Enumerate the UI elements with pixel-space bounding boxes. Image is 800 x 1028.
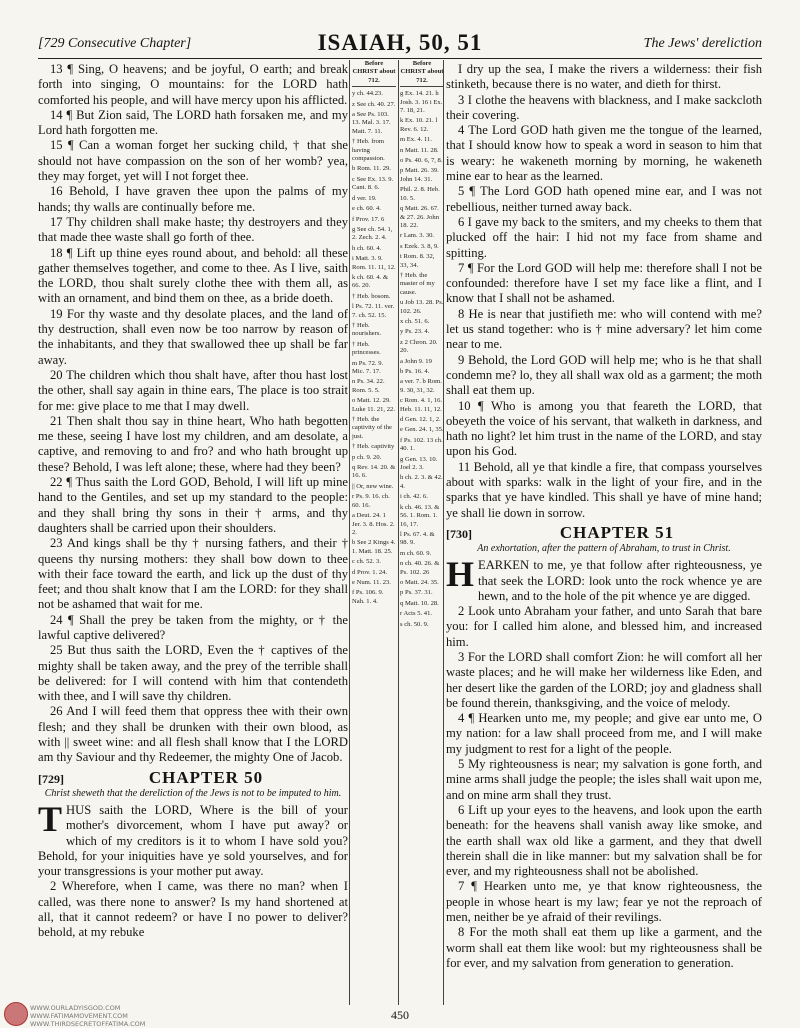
verse: 9 Behold, the Lord GOD will help me; who is he that shall condemn me? lo, they all shall wax old as a garment; the moth shall eat them up. bbox=[446, 352, 762, 398]
chapter-heading bbox=[446, 522, 762, 542]
reference-note: q Rev. 14. 20. & 16. 6. bbox=[352, 464, 396, 480]
reference-note: h ch. 60. 4. bbox=[352, 244, 382, 252]
verse: 23 And kings shall be thy † nursing fathers, and their † queens thy nursing mothers: they shall bow down to thee with their face toward the earth, and lick up the dust of thy feet; and thou shalt know that I am the LORD: for they shall not be ashamed that wait for me. bbox=[38, 536, 348, 612]
reference-note: m ch. 60. 9. bbox=[400, 549, 432, 557]
verse bbox=[38, 798, 348, 879]
reference-note: k Ex. 10. 21. l Rev. 6. 12. bbox=[400, 117, 438, 133]
book-title: ISAIAH, 50, 51 bbox=[317, 30, 483, 55]
reference-note: i ch. 42. 6. bbox=[400, 493, 428, 501]
reference-note: e Gen. 24. 1, 35. bbox=[400, 426, 444, 434]
verse: 24 ¶ Shall the prey be taken from the mighty, or † the lawful captive delivered? bbox=[38, 612, 348, 642]
verse: 4 The Lord GOD hath given me the tongue of the learned, that I should know how to speak a word in season to him that is weary: he wakeneth morning by morning, he wakeneth mine ear to hear as the learned. bbox=[446, 123, 762, 184]
reference-note: q Matt. 26. 67. & 27. 26. John 18. 22. bbox=[400, 205, 440, 229]
verse: 11 Behold, all ye that kindle a fire, that compass yourselves about with sparks: walk in the light of your fire, and in the sparks that ye have kindled. This shall ye have of mine hand; ye shall lie down in sorrow. bbox=[446, 459, 762, 520]
watermark-url: WWW.FATIMAMOVEMENT.COM bbox=[30, 1012, 128, 1020]
reference-note: n Matt. 11. 28. bbox=[400, 146, 439, 154]
marginal-references-2 bbox=[400, 60, 444, 631]
reference-note: z 2 Chron. 20. 20. bbox=[400, 338, 438, 355]
verse: 3 For the LORD shall comfort Zion: he will comfort all her waste places; and he will make her wilderness like Eden, and her desert like the garden of the LORD; joy and gladness shall be found therein, thanksgiving, and the voice of melody. bbox=[446, 649, 762, 710]
right-text-column bbox=[446, 62, 762, 971]
verse: 25 But thus saith the LORD, Even the † captives of the mighty shall be taken away, and the prey of the terrible shall be delivered: for I will contend with him that contendeth with thee, and I will save thy children. bbox=[38, 643, 348, 704]
watermark-url: WWW.THIRDSECRETOFFATIMA.COM bbox=[30, 1020, 146, 1028]
reference-note: c Rom. 4. 1, 16. Heb. 11. 11, 12. bbox=[400, 397, 443, 413]
column-divider bbox=[443, 60, 444, 1005]
reference-note: a See Ps. 103. 13. Mal. 3. 17. Matt. 7. 11. bbox=[352, 111, 391, 135]
reference-note: † Heb. from having compassion. bbox=[352, 138, 385, 163]
section-heading: The Jews' dereliction bbox=[643, 36, 762, 51]
reference-note: o Matt. 24. 35. bbox=[400, 578, 439, 586]
reference-note: g Ex. 14. 21. h Josh. 3. 16 i Ex. 7. 18, 21. bbox=[400, 90, 443, 115]
drop-capital: H bbox=[446, 554, 475, 595]
verse: 3 I clothe the heavens with blackness, and I make sackcloth their covering. bbox=[446, 92, 762, 122]
reference-note: d Gen. 12. 1, 2. bbox=[400, 416, 441, 424]
reference-note: l Ps. 72. 11. ver. 7. ch. 52. 15. bbox=[352, 303, 395, 319]
reference-note: f Ps. 102. 13 ch. 40. 1. bbox=[400, 436, 443, 453]
column-divider bbox=[349, 60, 350, 1005]
reference-note: r Acts 5. 41. bbox=[400, 610, 433, 618]
reference-note: a John 9. 19 bbox=[400, 357, 432, 365]
reference-note: b See 2 Kings 4. 1. Matt. 18. 25. bbox=[352, 539, 396, 555]
verse: 17 Thy children shall make haste; thy destroyers and they that made thee waste shall go forth of thee. bbox=[38, 214, 348, 245]
reference-note: m Ps. 72. 9. Mic. 7. 17. bbox=[352, 359, 384, 375]
margin-heading: Before CHRIST about 712. bbox=[352, 60, 396, 87]
chapter-number-label: [730] bbox=[446, 526, 472, 541]
reference-note: z See ch. 40. 27. bbox=[352, 100, 396, 108]
verse: 8 He is near that justifieth me: who will contend with me? let us stand together: who is † mine adversary? let him come near to me. bbox=[446, 306, 762, 352]
reference-note: o Matt. 12. 29. Luke 11. 21, 22. bbox=[352, 397, 395, 413]
reference-note: c See Ex. 13. 9. Cant. 8. 6. bbox=[352, 175, 394, 192]
reference-note: || Or, new wine. bbox=[352, 482, 394, 490]
verse: I dry up the sea, I make the rivers a wilderness: their fish stinketh, because there is no water, and dieth for thirst. bbox=[446, 62, 762, 92]
chapter-summary: Christ sheweth that the dereliction of the Jews is not to be imputed to him. bbox=[44, 787, 342, 799]
verse: 10 ¶ Who is among you that feareth the LORD, that obeyeth the voice of his servant, that walketh in darkness, and hath no light? let him trust in the name of the LORD, and stay upon his God. bbox=[446, 398, 762, 459]
reference-note: p Matt. 26. 39. John 14. 31. bbox=[400, 167, 439, 183]
verse: 8 For the moth shall eat them up like a garment, and the worm shall eat them like wool: but my righteousness shall be for ever, and my salvation from generation to generation. bbox=[446, 925, 762, 970]
drop-capital: T bbox=[38, 798, 63, 839]
verse: 13 ¶ Sing, O heavens; and be joyful, O earth; and break forth into singing, O mountains: for the LORD hath comforted his people, and will have mercy upon his afflicted. bbox=[38, 62, 348, 107]
reference-note: f Ps. 106. 9. Nah. 1. 4. bbox=[352, 589, 384, 605]
verse: 7 ¶ For the Lord GOD will help me: therefore shall I not be confounded: therefore have I set my face like a flint, and I know that I shall not be ashamed. bbox=[446, 260, 762, 306]
verse: 5 My righteousness is near; my salvation is gone forth, and mine arms shall judge the people; the isles shall wait upon me, and on mine arm shall they trust. bbox=[446, 757, 762, 802]
reference-note: n Ps. 34. 22. Rom. 5. 5. bbox=[352, 378, 385, 394]
reference-note: d ver. 19. bbox=[352, 194, 377, 202]
reference-note: a ver. 7. b Rom. 9. 30, 31, 32. bbox=[400, 378, 442, 394]
verse: 2 Wherefore, when I came, was there no man? when I called, was there none to answer? Is my hand shortened at all, that it cannot redeem? or have I no power to deliver? behold, at my rebuke bbox=[38, 879, 348, 940]
reference-note: x ch. 51. 6. bbox=[400, 317, 430, 325]
reference-note: c ch. 52. 3. bbox=[352, 558, 381, 566]
reference-note: y ch. 44.23. bbox=[352, 90, 383, 98]
reference-note: a Deut. 24. 1 Jer. 3. 8. Hos. 2. 2. bbox=[352, 512, 395, 536]
reference-note: k ch. 46. 13. & 56. 1. Rom. 1. 16, 17. bbox=[400, 503, 440, 528]
verse: 18 ¶ Lift up thine eyes round about, and behold: all these gather themselves together, and come to thee. As I live, saith the LORD, thou shalt surely clothe thee with them all, as with an ornament, and bind them on thee, as a bride doeth. bbox=[38, 245, 348, 306]
reference-note: † Heb. the captivity of the just. bbox=[352, 416, 392, 440]
chapter-heading bbox=[38, 767, 348, 787]
reference-note: † Heb. bosom. bbox=[352, 292, 391, 300]
verse: 6 I gave my back to the smiters, and my cheeks to them that plucked off the hair: I hid not my face from shame and spitting. bbox=[446, 214, 762, 260]
chapter-title: CHAPTER 50 bbox=[148, 767, 264, 787]
verse: 7 ¶ Hearken unto me, ye that know righteousness, the people in whose heart is my law; fear ye not the reproach of men, neither be ye afraid of their revilings. bbox=[446, 879, 762, 925]
reference-note: p ch. 9. 20. bbox=[352, 453, 382, 461]
reference-note: i Matt. 3. 9. Rom. 11. 11, 12. bbox=[352, 255, 396, 271]
reference-note: l Ps. 67. 4. & 98. 9. bbox=[400, 530, 435, 547]
verse: 6 Lift up your eyes to the heavens, and look upon the earth beneath: for the heavens shall vanish away like smoke, and the earth shall wax old like a garment, and they that dwell therein shall die in like manner: but my salvation shall be for ever, and my righteousness shall not be abolished. bbox=[446, 802, 762, 879]
column-divider bbox=[398, 60, 399, 1005]
verse: 19 For thy waste and thy desolate places, and the land of thy destruction, shall even now be too narrow by reason of the inhabitants, and they that swallowed thee up shall be far away. bbox=[38, 306, 348, 367]
reference-note: u Job 13. 28. Ps. 102. 26. bbox=[400, 299, 444, 315]
reference-note: r Lam. 3. 30. bbox=[400, 232, 435, 240]
reference-note: d Prov. 1. 24. bbox=[352, 568, 388, 576]
reference-note: n ch. 40. 26. & Ps. 102. 26 bbox=[400, 560, 440, 576]
watermark-url: WWW.OURLADYISGOD.COM bbox=[30, 1004, 121, 1012]
reference-note: Phil. 2. 8. Heb. 10. 5. bbox=[400, 186, 440, 202]
reference-note: g Gen. 13. 10. Joel 2. 3. bbox=[400, 455, 438, 472]
reference-note: q Matt. 10. 28. bbox=[400, 599, 439, 607]
reference-note: k ch. 60. 4. & 66. 20. bbox=[352, 273, 389, 290]
verse: 21 Then shalt thou say in thine heart, Who hath begotten me these, seeing I have lost my children, and am desolate, a captive, and removing to and fro? and who hath brought up these? Behold, I was left alone; these, where had they been? bbox=[38, 413, 348, 474]
reference-note: t Rom. 8. 32, 33, 34. bbox=[400, 253, 435, 269]
page-header bbox=[38, 30, 762, 59]
verse: 20 The children which thou shalt have, after thou hast lost the other, shall say again in thine ears, The place is too strait for me: give place to me that I may dwell. bbox=[38, 367, 348, 413]
reference-note: m Ex. 4. 11. bbox=[400, 136, 432, 144]
verse-text: EARKEN to me, ye that follow after righteousness, ye that seek the LORD: look unto the rock whence ye are hewn, and to the hole of the pit whence ye are digged. bbox=[478, 558, 762, 603]
consecutive-chapter-label: [729 Consecutive Chapter] bbox=[38, 36, 192, 51]
reference-note: b Rom. 11. 29. bbox=[352, 165, 391, 173]
verse bbox=[446, 554, 762, 604]
reference-note: e Num. 11. 23. bbox=[352, 578, 391, 586]
chapter-title: CHAPTER 51 bbox=[559, 522, 675, 542]
marginal-references-1 bbox=[352, 60, 396, 608]
reference-note: e ch. 60. 4. bbox=[352, 205, 381, 213]
reference-note: s ch. 50. 9. bbox=[400, 620, 429, 628]
reference-note: † Heb. the master of my cause. bbox=[400, 271, 435, 296]
reference-note: g See ch. 54. 1, 2. Zech. 2. 4. bbox=[352, 225, 393, 242]
reference-note: o Ps. 40. 6, 7, 8. bbox=[400, 157, 443, 165]
verse: 14 ¶ But Zion said, The LORD hath forsaken me, and my Lord hath forgotten me. bbox=[38, 107, 348, 138]
reference-note: f Prov. 17. 6 bbox=[352, 215, 385, 223]
reference-note: s Ezek. 3. 8, 9. bbox=[400, 242, 439, 250]
reference-note: † Heb. princesses. bbox=[352, 340, 381, 357]
verse: 15 ¶ Can a woman forget her sucking child, † that she should not have compassion on the son of her womb? yea, they may forget, yet will I not forget thee. bbox=[38, 138, 348, 184]
reference-note: r Ps. 9. 16. ch. 60. 16. bbox=[352, 493, 390, 509]
verse: 22 ¶ Thus saith the Lord GOD, Behold, I will lift up mine hand to the Gentiles, and set up my standard to the people: and they shall bring thy sons in their † arms, and thy daughters shall be carried upon their shoulders. bbox=[38, 475, 348, 535]
verse: 26 And I will feed them that oppress thee with their own flesh; and they shall be drunken with their own blood, as with || sweet wine: and all flesh shall know that I the LORD am thy Saviour and thy Redeemer, the mighty One of Jacob. bbox=[38, 704, 348, 765]
left-text-column bbox=[38, 62, 348, 941]
verse: 5 ¶ The Lord GOD hath opened mine ear, and I was not rebellious, neither turned away back. bbox=[446, 184, 762, 214]
reference-note: y Ps. 23. 4. bbox=[400, 328, 430, 336]
reference-note: † Heb. nourishers. bbox=[352, 321, 382, 338]
chapter-summary: An exhortation, after the pattern of Abraham, to trust in Christ. bbox=[477, 543, 731, 555]
verse: 16 Behold, I have graven thee upon the palms of my hands; thy walls are continually before me. bbox=[38, 184, 348, 214]
reference-note: h ch. 2. 3. & 42. 4. bbox=[400, 474, 443, 490]
verse: 2 Look unto Abraham your father, and unto Sarah that bare you: for I called him alone, and blessed him, and increased him. bbox=[446, 604, 762, 649]
verse-text: HUS saith the LORD, Where is the bill of your mother's divorcement, whom I have put away? or which of my creditors is it to whom I have sold you? Behold, for your iniquities have ye sold yourselves, and for your transgressions is your mother put away. bbox=[38, 802, 348, 879]
page-number: 450 bbox=[391, 1008, 409, 1022]
verse: 4 ¶ Hearken unto me, my people; and give ear unto me, O my nation: for a law shall proceed from me, and I will make my judgment to rest for a light of the people. bbox=[446, 711, 762, 756]
reference-note: p Ps. 37. 31. bbox=[400, 589, 433, 597]
chapter-number-label: [729] bbox=[38, 771, 64, 786]
reference-note: b Ps. 16. 4. bbox=[400, 368, 430, 375]
reference-note: † Heb. captivity bbox=[352, 443, 395, 451]
margin-heading: Before CHRIST about 712. bbox=[400, 60, 444, 87]
